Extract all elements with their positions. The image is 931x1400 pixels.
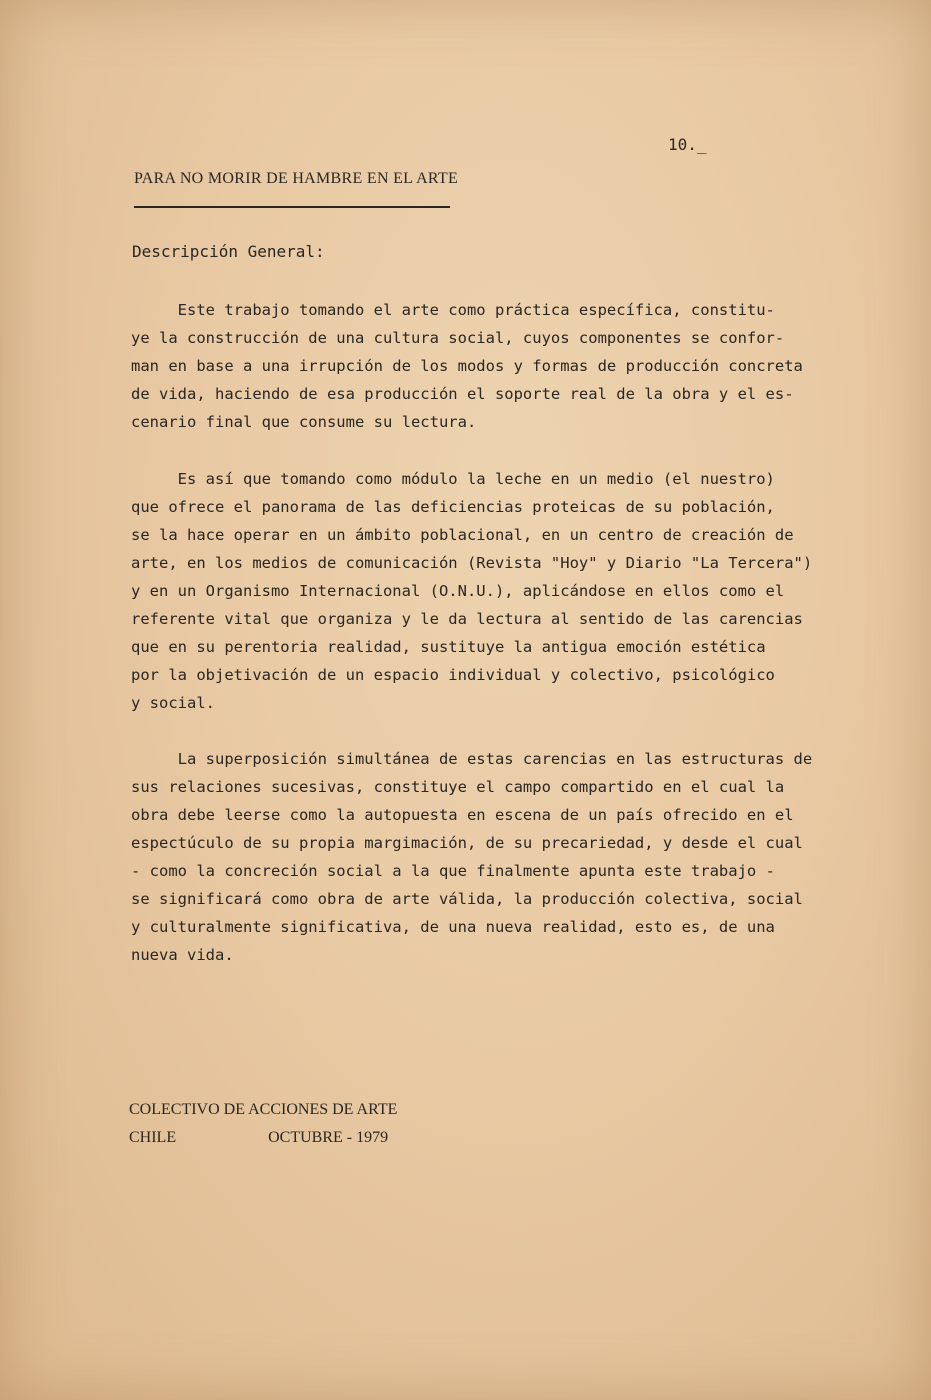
section-heading: Descripción General: [132, 242, 325, 261]
document-title: PARA NO MORIR DE HAMBRE EN EL ARTE [134, 170, 459, 187]
paragraph-line: - como la concreción social a la que finalmente apunta este trabajo - [131, 862, 775, 880]
paragraph-line: cenario final que consume su lectura. [131, 413, 477, 431]
paragraph-line: man en base a una irrupción de los modos y formas de producción concreta [131, 357, 803, 375]
paragraph-line: por la objetivación de un espacio individual y colectivo, psicológico [131, 666, 775, 684]
paragraph-line: ye la construcción de una cultura social, cuyos componentes se confor- [131, 329, 785, 347]
signature-date: OCTUBRE - 1979 [268, 1129, 389, 1146]
paragraph-line: y social. [131, 694, 215, 712]
paragraph-line: La superposición simultánea de estas carencias en las estructuras de [131, 750, 813, 768]
signature-organization: COLECTIVO DE ACCIONES DE ARTE [129, 1101, 398, 1118]
signature-country: CHILE [129, 1129, 177, 1146]
paragraph-line: Es así que tomando como módulo la leche en un medio (el nuestro) [131, 470, 775, 488]
paragraph-3 [131, 745, 831, 969]
paragraph-line: y culturalmente significativa, de una nueva realidad, esto es, de una [131, 918, 775, 936]
paragraph-line: se significará como obra de arte válida, la producción colectiva, social [131, 890, 803, 908]
paragraph-line: referente vital que organiza y le da lectura al sentido de las carencias [131, 610, 803, 628]
paragraph-2 [131, 465, 831, 717]
page-number: 10._ [668, 135, 707, 154]
paragraph-line: obra debe leerse como la autopuesta en escena de un país ofrecido en el [131, 806, 794, 824]
paragraph-1 [131, 296, 831, 436]
title-underline [134, 206, 450, 208]
paragraph-line: Este trabajo tomando el arte como práctica específica, constitu- [131, 301, 775, 319]
signature-place-date [129, 1124, 397, 1152]
paragraph-line: que en su perentoria realidad, sustituye la antigua emoción estética [131, 638, 766, 656]
paragraph-line: sus relaciones sucesivas, constituye el campo compartido en el cual la [131, 778, 785, 796]
signature-block [129, 1096, 397, 1152]
paragraph-line: arte, en los medios de comunicación (Revista "Hoy" y Diario "La Tercera") [131, 554, 813, 572]
paragraph-line: se la hace operar en un ámbito poblacional, en un centro de creación de [131, 526, 794, 544]
paragraph-line: espectúculo de su propia margimación, de su precariedad, y desde el cual [131, 834, 803, 852]
paragraph-line: que ofrece el panorama de las deficiencias proteicas de su población, [131, 498, 775, 516]
paragraph-line: nueva vida. [131, 946, 234, 964]
paragraph-line: y en un Organismo Internacional (O.N.U.), aplicándose en ellos como el [131, 582, 785, 600]
paragraph-line: de vida, haciendo de esa producción el soporte real de la obra y el es- [131, 385, 794, 403]
